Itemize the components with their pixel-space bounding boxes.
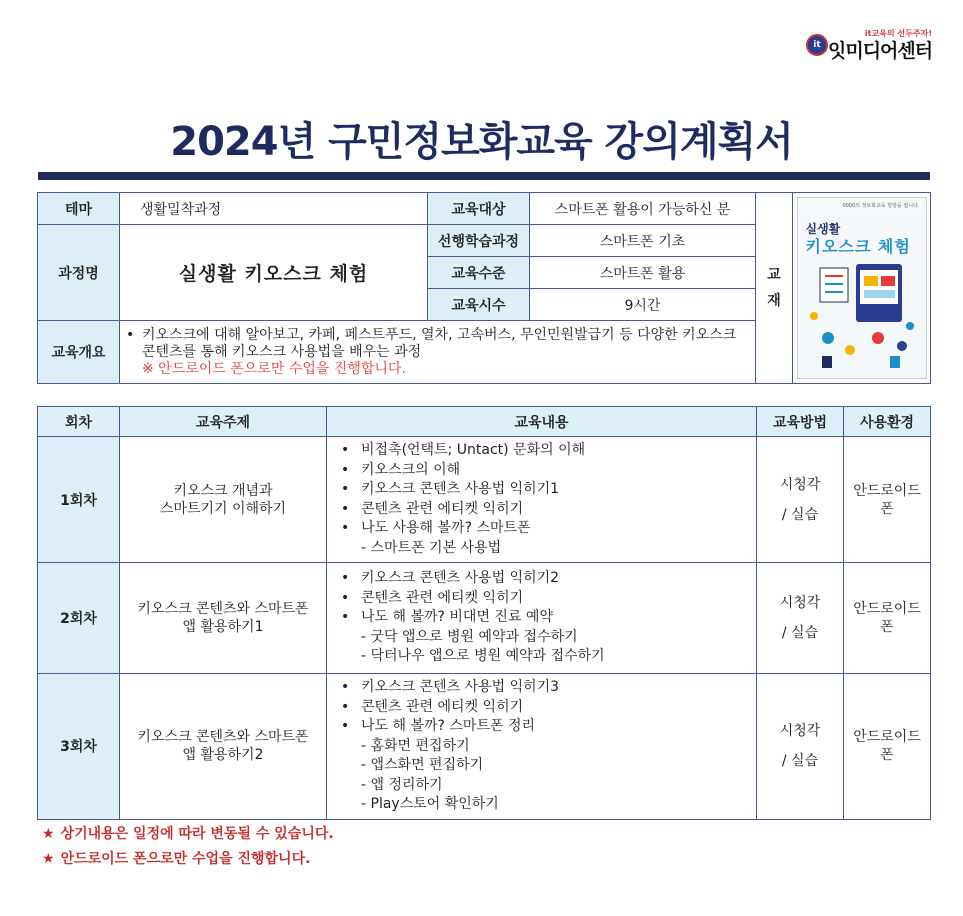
content-item: • 키오스크 콘텐츠 사용법 익히기3 bbox=[337, 678, 746, 698]
env-cell bbox=[844, 674, 931, 820]
book-illustration-icon bbox=[798, 198, 926, 378]
logo-tagline: it교육의 선두주자! bbox=[864, 29, 932, 38]
content-subitem: - Play스토어 확인하기 bbox=[361, 796, 499, 812]
theme-label: 테마 bbox=[38, 193, 120, 225]
header-env: 사용환경 bbox=[844, 407, 931, 437]
topic-line: 앱 활용하기2 bbox=[182, 747, 264, 764]
topic-line: 키오스크 개념과 bbox=[173, 482, 273, 499]
content-subitem: - 닥터나우 앱으로 병원 예약과 접수하기 bbox=[361, 648, 605, 665]
material-label-1: 교 bbox=[767, 267, 781, 283]
header-session: 회차 bbox=[38, 407, 120, 437]
content-cell bbox=[327, 563, 757, 674]
schedule-row bbox=[38, 437, 931, 563]
schedule-header-row bbox=[38, 407, 931, 437]
book-cell bbox=[793, 193, 931, 384]
topic-line: 키오스크 콘텐츠와 스마트폰 bbox=[137, 601, 309, 617]
overview-label: 교육개요 bbox=[38, 321, 120, 384]
method-line: 시청각 bbox=[779, 723, 821, 740]
method-cell bbox=[757, 674, 844, 820]
content-item: • 콘텐츠 관련 에티켓 익히기 bbox=[337, 589, 746, 609]
prereq-value: 스마트폰 기초 bbox=[530, 225, 756, 257]
course-label: 과정명 bbox=[38, 225, 120, 321]
schedule-row bbox=[38, 563, 931, 674]
title-rule bbox=[38, 172, 930, 180]
content-item: • 비접촉(언택트; Untact) 문화의 이해 bbox=[337, 441, 746, 461]
content-item: • 키오스크 콘텐츠 사용법 익히기1 bbox=[337, 480, 746, 500]
session-cell: 3회차 bbox=[38, 674, 120, 820]
note-1: ★ 상기내용은 일정에 따라 변동될 수 있습니다. bbox=[42, 826, 334, 842]
env-line: 안드로이드 bbox=[853, 729, 921, 746]
content-cell bbox=[327, 674, 757, 820]
env-line: 안드로이드 bbox=[853, 601, 921, 617]
env-cell bbox=[844, 437, 931, 563]
env-line: 폰 bbox=[880, 500, 894, 517]
material-label bbox=[756, 193, 793, 384]
method-cell bbox=[757, 563, 844, 674]
content-item: • 나도 사용해 볼까? 스마트폰 bbox=[337, 519, 746, 539]
course-value: 실생활 키오스크 체험 bbox=[120, 225, 428, 321]
env-line: 폰 bbox=[880, 619, 894, 635]
session-cell: 1회차 bbox=[38, 437, 120, 563]
overview-text: 키오스크에 대해 알아보고, 카페, 페스트푸드, 열차, 고속버스, 무인민원발급기 등 다양한 키오스크 콘텐츠를 통해 키오스크 사용법을 배우는 과정 bbox=[142, 326, 737, 360]
method-line: / 실습 bbox=[781, 753, 819, 770]
hours-value: 9시간 bbox=[530, 289, 756, 321]
overview-cell: • 키오스크에 대해 알아보고, 카페, 페스트푸드, 열차, 고속버스, 무인민원발급기 등 다양한 키오스크 콘텐츠를 통해 키오스크 사용법을 배우는 과정 ※ 안드로이드 폰으로만 수업을 진행합니다. bbox=[120, 321, 756, 384]
header-method: 교육방법 bbox=[757, 407, 844, 437]
env-line: 안드로이드 bbox=[853, 482, 921, 499]
content-item: • 나도 해 볼까? 스마트폰 정리 bbox=[337, 717, 746, 737]
book-title-line2: 키오스크 체험 bbox=[805, 237, 911, 256]
schedule-row bbox=[38, 674, 931, 820]
header-topic: 교육주제 bbox=[120, 407, 327, 437]
method-line: / 실습 bbox=[781, 506, 819, 523]
env-cell bbox=[844, 563, 931, 674]
content-cell bbox=[327, 437, 757, 563]
topic-cell bbox=[120, 674, 327, 820]
target-value: 스마트폰 활용이 가능하신 분 bbox=[530, 193, 756, 225]
page-title: 2024년 구민정보화교육 강의계획서 bbox=[170, 119, 793, 165]
book-title-line1: 실생활 bbox=[805, 222, 841, 236]
topic-line: 앱 활용하기1 bbox=[182, 619, 264, 635]
star-icon: ★ bbox=[42, 826, 55, 842]
star-icon: ★ bbox=[42, 851, 55, 867]
info-table bbox=[37, 192, 931, 384]
material-label-2: 재 bbox=[767, 293, 781, 309]
logo-name: 잇미디어센터 bbox=[828, 40, 933, 62]
content-subitem: - 앱 정리하기 bbox=[361, 776, 443, 793]
prereq-label: 선행학습과정 bbox=[428, 225, 530, 257]
content-item: • 나도 해 볼까? 비대면 진료 예약 bbox=[337, 608, 746, 628]
level-value: 스마트폰 활용 bbox=[530, 257, 756, 289]
topic-line: 키오스크 콘텐츠와 스마트폰 bbox=[137, 729, 309, 746]
book-subtitle: 0000의 정보화교육 방방을 엽니다. bbox=[842, 203, 920, 209]
content-item: • 콘텐츠 관련 에티켓 익히기 bbox=[337, 500, 746, 520]
content-item: • 키오스크 콘텐츠 사용법 익히기2 bbox=[337, 569, 746, 589]
book-cover-image bbox=[797, 197, 927, 379]
method-line: / 실습 bbox=[781, 625, 819, 641]
target-label: 교육대상 bbox=[428, 193, 530, 225]
topic-line: 스마트기기 이해하기 bbox=[159, 500, 287, 517]
topic-cell bbox=[120, 437, 327, 563]
content-subitem: - 앱스화면 편집하기 bbox=[361, 757, 484, 773]
hours-label: 교육시수 bbox=[428, 289, 530, 321]
theme-value: 생활밀착과정 bbox=[120, 193, 428, 225]
content-subitem: - 굿닥 앱으로 병원 예약과 접수하기 bbox=[361, 628, 578, 645]
method-line: 시청각 bbox=[779, 595, 821, 611]
note-2: ★ 안드로이드 폰으로만 수업을 진행합니다. bbox=[42, 851, 311, 867]
method-cell bbox=[757, 437, 844, 563]
env-line: 폰 bbox=[880, 747, 894, 764]
logo-mark-icon: it bbox=[806, 34, 828, 56]
schedule-table bbox=[37, 406, 931, 820]
level-label: 교육수준 bbox=[428, 257, 530, 289]
notes bbox=[42, 822, 334, 872]
content-item: • 키오스크의 이해 bbox=[337, 461, 746, 481]
session-cell: 2회차 bbox=[38, 563, 120, 674]
overview-note: ※ 안드로이드 폰으로만 수업을 진행합니다. bbox=[142, 360, 406, 377]
content-item: • 콘텐츠 관련 에티켓 익히기 bbox=[337, 698, 746, 718]
logo bbox=[806, 28, 936, 68]
method-line: 시청각 bbox=[779, 476, 821, 493]
topic-cell bbox=[120, 563, 327, 674]
content-subitem: - 홈화면 편집하기 bbox=[361, 737, 470, 754]
header-content: 교육내용 bbox=[327, 407, 757, 437]
content-subitem: - 스마트폰 기본 사용법 bbox=[361, 539, 502, 556]
